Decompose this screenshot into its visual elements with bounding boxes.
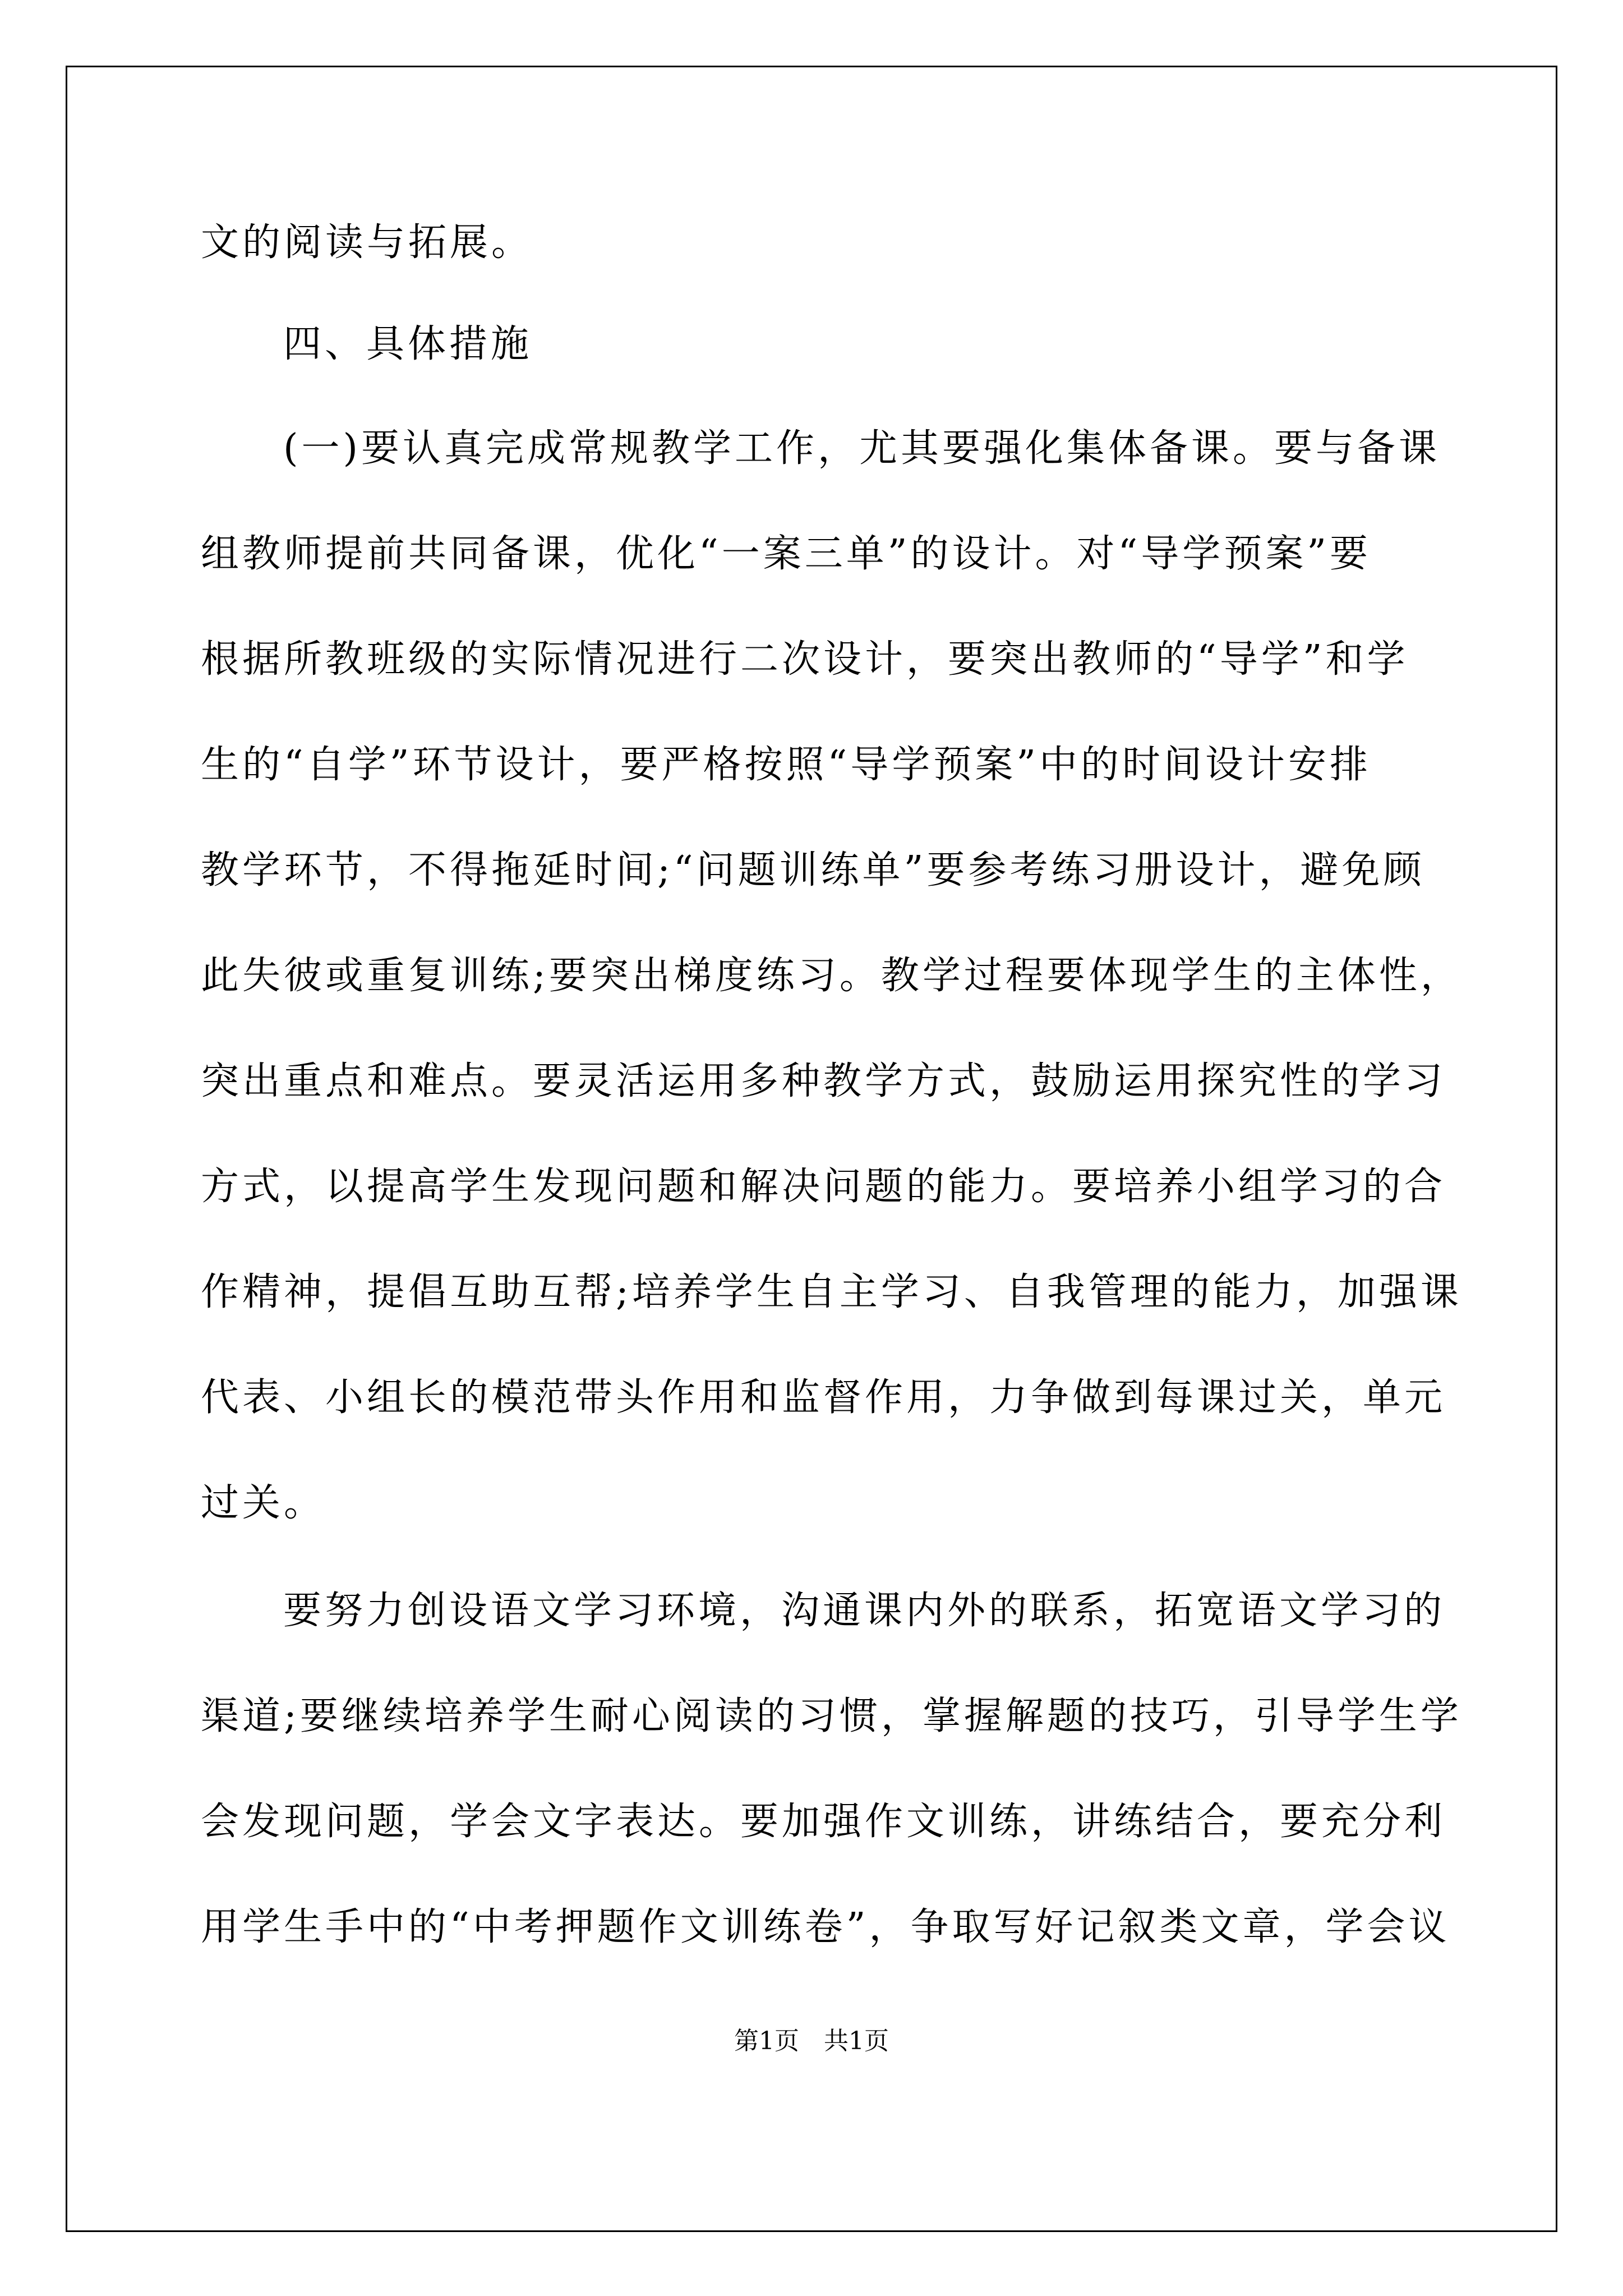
text-line: 教学环节，不得拖延时间;“问题训练单”要参考练习册设计，避免顾: [201, 848, 1425, 892]
page-footer: 第1页 共1页: [734, 2027, 889, 2055]
text-line: 代表、小组长的模范带头作用和监督作用，力争做到每课过关，单元: [201, 1375, 1446, 1420]
text-line: 根据所教班级的实际情况进行二次设计，要突出教师的“导学”和学: [201, 637, 1409, 682]
text-line: 此失彼或重复训练;要突出梯度练习。教学过程要体现学生的主体性，: [201, 954, 1462, 998]
text-line: 过关。: [201, 1481, 326, 1525]
text-line: 要努力创设语文学习环境，沟通课内外的联系，拓宽语文学习的: [283, 1589, 1446, 1633]
text-line: 突出重点和难点。要灵活运用多种教学方式，鼓励运用探究性的学习: [201, 1059, 1446, 1103]
text-line: 组教师提前共同备课，优化“一案三单”的设计。对“导学预案”要: [201, 532, 1372, 576]
text-line: 文的阅读与拓展。: [201, 220, 533, 265]
text-line: 渠道;要继续培养学生耐心阅读的习惯，掌握解题的技巧，引导学生学: [201, 1694, 1462, 1738]
section-heading: 四、具体措施: [283, 322, 533, 366]
text-line: 作精神，提倡互助互帮;培养学生自主学习、自我管理的能力，加强课: [201, 1270, 1462, 1314]
text-line: 方式，以提高学生发现问题和解决问题的能力。要培养小组学习的合: [201, 1165, 1446, 1209]
text-line: (一)要认真完成常规教学工作，尤其要强化集体备课。要与备课: [283, 426, 1441, 471]
text-line: 生的“自学”环节设计，要严格按照“导学预案”中的时间设计安排: [201, 743, 1372, 787]
text-line: 会发现问题，学会文字表达。要加强作文训练，讲练结合，要充分利: [201, 1800, 1446, 1844]
text-line: 用学生手中的“中考押题作文训练卷”，争取写好记叙类文章，学会议: [201, 1905, 1450, 1949]
